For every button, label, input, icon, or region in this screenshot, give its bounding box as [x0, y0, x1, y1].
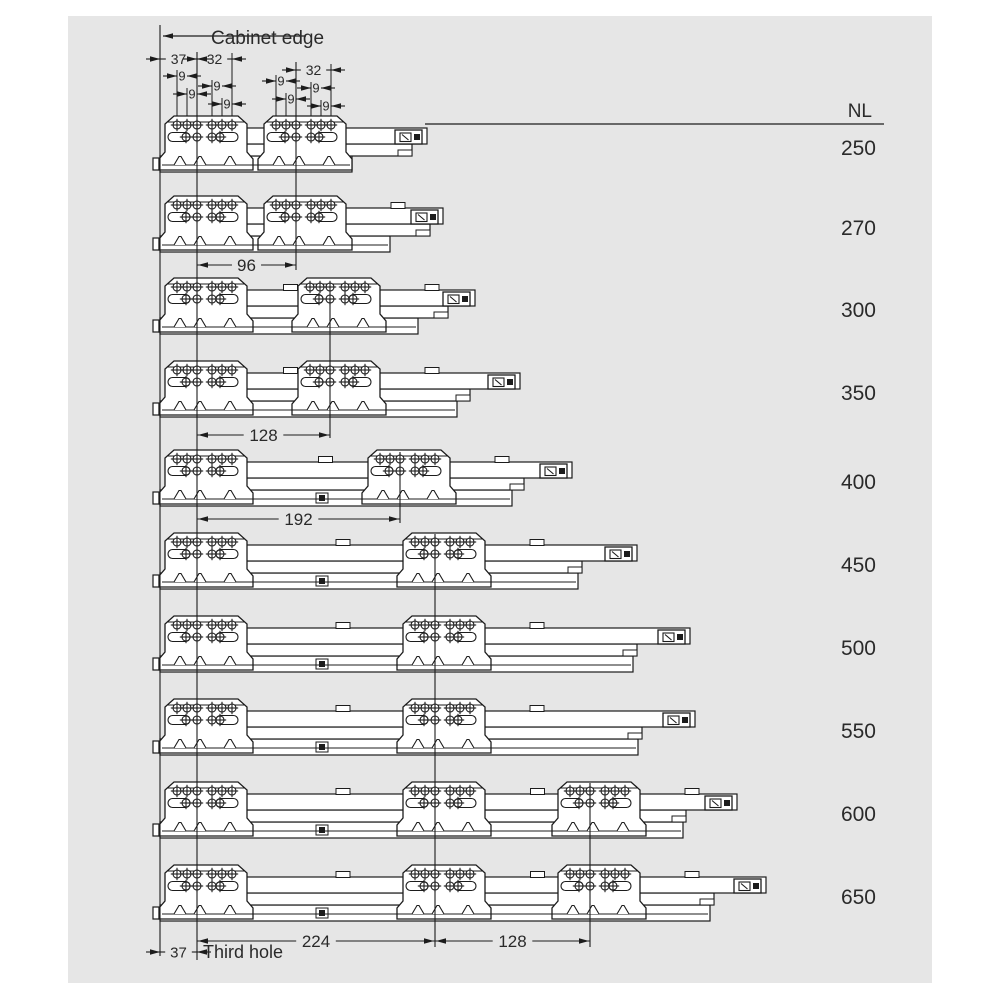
nl-value-250: 250: [840, 137, 876, 160]
nl-value-300: 300: [840, 299, 876, 322]
dimension-value: 9: [213, 78, 221, 94]
dimension-value: 37: [170, 51, 187, 68]
dimension-value: 9: [287, 91, 295, 107]
dimension-value: 9: [312, 80, 320, 96]
nl-value-400: 400: [840, 471, 876, 494]
nl-value-270: 270: [840, 217, 876, 240]
dimension-value: 32: [206, 51, 223, 68]
nl-header: NL: [847, 101, 872, 122]
dimension-value: 9: [178, 68, 186, 84]
dimension-value: 96: [237, 256, 256, 276]
dimension-value: 9: [322, 98, 330, 114]
dimension-value: 9: [223, 96, 231, 112]
dimension-value: 224: [301, 932, 331, 952]
third-hole-annotation: [203, 942, 283, 962]
nl-value-550: 550: [840, 720, 876, 743]
dimension-value: 9: [277, 73, 285, 89]
dimension-value: 192: [284, 510, 313, 530]
nl-value-600: 600: [840, 803, 876, 826]
nl-value-350: 350: [840, 382, 876, 405]
dimension-value: 128: [498, 932, 527, 952]
nl-value-450: 450: [840, 554, 876, 577]
dimension-value: 32: [305, 62, 322, 79]
nl-value-500: 500: [840, 637, 876, 660]
dimension-value: 37: [170, 944, 187, 962]
dimension-value: 128: [249, 426, 278, 446]
nl-value-650: 650: [840, 886, 876, 909]
third-hole-label: Third hole: [203, 942, 284, 962]
dimension-value: 9: [188, 86, 196, 102]
cabinet-edge-label: Cabinet edge: [211, 28, 325, 49]
